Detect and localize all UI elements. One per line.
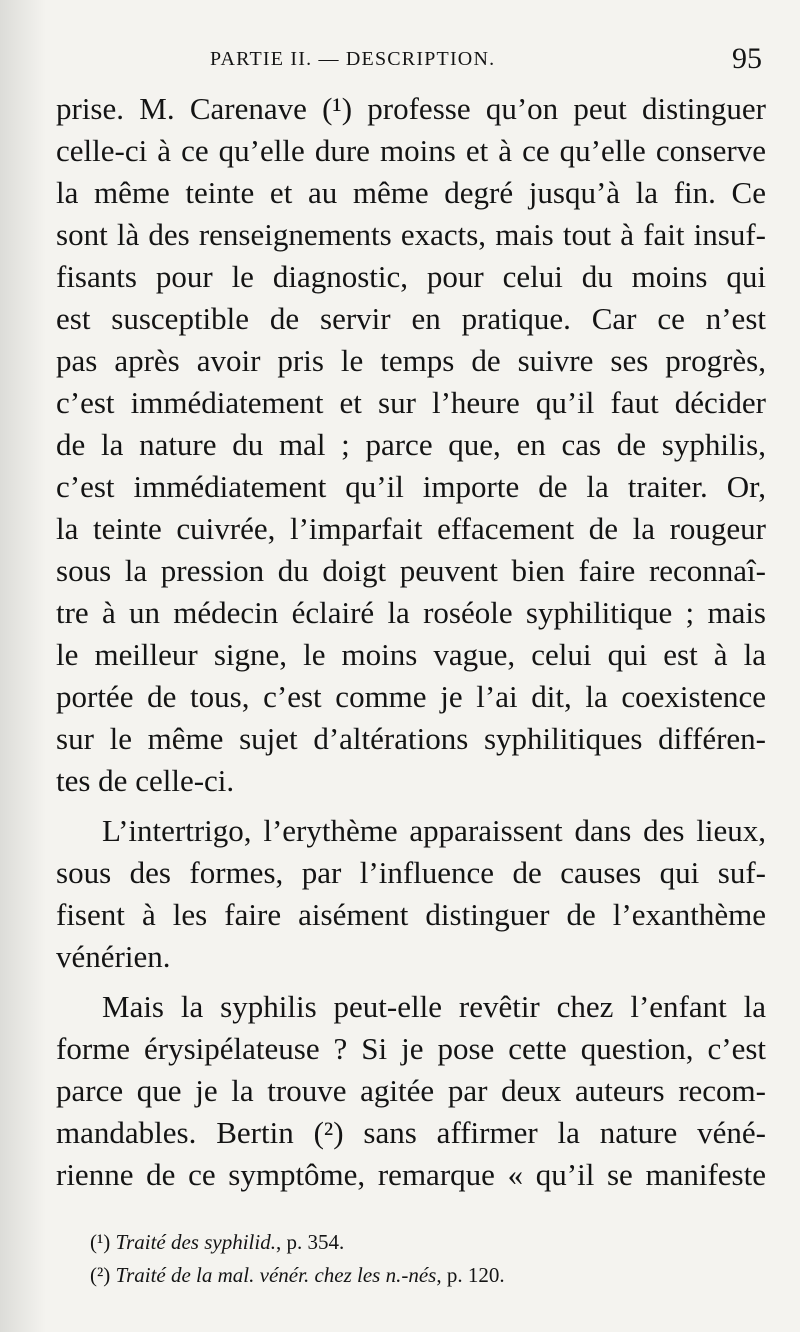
text-line: prise. M. Carenave (¹) professe qu’on peut distinguer xyxy=(56,91,766,126)
text-line: c’est immédiatement et sur l’heure qu’il faut décider xyxy=(56,385,766,420)
footnotes xyxy=(90,1226,650,1292)
text-line: celle-ci à ce qu’elle dure moins et à ce qu’elle conserve xyxy=(56,133,766,168)
text-line: tes de celle-ci. xyxy=(56,763,235,798)
text-line: portée de tous, c’est comme je l’ai dit, la coexistence xyxy=(56,679,766,714)
footnote-suffix: , p. 354. xyxy=(275,1230,345,1254)
text-line: sous la pression du doigt peuvent bien faire reconnaî- xyxy=(56,553,766,588)
page-shadow xyxy=(0,0,46,1332)
paragraph-spacer xyxy=(56,978,766,986)
footnote-title: Traité de la mal. vénér. chez les n.-nés xyxy=(115,1263,437,1287)
paragraph-spacer xyxy=(56,802,766,810)
text-line: est susceptible de servir en pratique. Car ce n’est xyxy=(56,301,766,336)
text-line: le meilleur signe, le moins vague, celui qui est à la xyxy=(56,637,766,672)
text-line: L’intertrigo, l’erythème apparaissent dans des lieux, xyxy=(102,813,766,848)
footnote xyxy=(90,1226,650,1259)
text-line: sous des formes, par l’influence de causes qui suf- xyxy=(56,855,766,890)
text-line: forme érysipélateuse ? Si je pose cette question, c’est xyxy=(56,1031,766,1066)
text-line: mandables. Bertin (²) sans affirmer la nature véné- xyxy=(56,1115,766,1150)
text-line: Mais la syphilis peut-elle revêtir chez l’enfant la xyxy=(102,989,766,1024)
text-line: la même teinte et au même degré jusqu’à la fin. Ce xyxy=(56,175,766,210)
footnote-marker: (¹) xyxy=(90,1230,111,1254)
page-header xyxy=(0,42,800,82)
running-head: PARTIE II. — DESCRIPTION. xyxy=(210,48,496,70)
text-line: parce que je la trouve agitée par deux auteurs recom- xyxy=(56,1073,766,1108)
footnote-marker: (²) xyxy=(90,1263,111,1287)
main-text xyxy=(56,88,766,1196)
text-line: tre à un médecin éclairé la roséole syphilitique ; mais xyxy=(56,595,766,630)
text-line: sur le même sujet d’altérations syphilitiques différen- xyxy=(56,721,766,756)
text-line: sont là des renseignements exacts, mais tout à fait insuf- xyxy=(56,217,766,252)
text-line: pas après avoir pris le temps de suivre ses progrès, xyxy=(56,343,766,378)
text-line: c’est immédiatement qu’il importe de la traiter. Or, xyxy=(56,469,766,504)
footnote-title: Traité des syphilid. xyxy=(115,1230,276,1254)
footnote xyxy=(90,1259,650,1292)
text-line: rienne de ce symptôme, remarque « qu’il se manifeste xyxy=(56,1157,766,1192)
text-line: fisants pour le diagnostic, pour celui du moins qui xyxy=(56,259,766,294)
page-number: 95 xyxy=(732,42,762,75)
text-line: la teinte cuivrée, l’imparfait effacement de la rougeur xyxy=(56,511,766,546)
text-line: vénérien. xyxy=(56,939,171,974)
text-line: fisent à les faire aisément distinguer de l’exanthème xyxy=(56,897,766,932)
footnote-suffix: , p. 120. xyxy=(436,1263,505,1287)
text-line: de la nature du mal ; parce que, en cas de syphilis, xyxy=(56,427,766,462)
